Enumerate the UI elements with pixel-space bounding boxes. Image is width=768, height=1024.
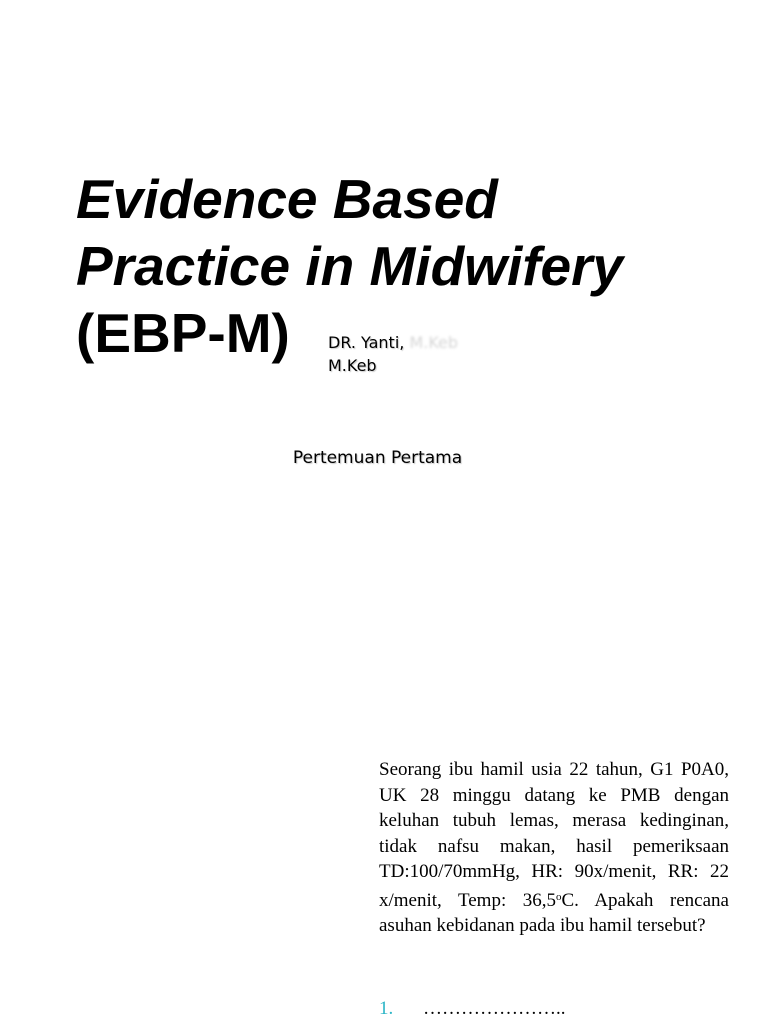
case-text-main: Seorang ibu hamil usia 22 tahun, G1 P0A0, UK 28 minggu datang ke PMB dengan keluhan tubuh lemas, merasa kedinginan, tidak nafsu makan, hasil pemeriksaan TD:100/70mmHg, HR: 90x/menit, RR: 22 x/menit, Temp: 36,5 <box>379 759 729 911</box>
answer-blank: ………………….. <box>423 998 566 1019</box>
slide-subtitle: Pertemuan Pertama <box>292 448 463 468</box>
title-line-1: Evidence Based <box>76 168 498 230</box>
title-line-2: Practice in Midwifery <box>76 235 624 297</box>
author-degree: M.Keb <box>328 356 377 375</box>
case-study-paragraph <box>379 757 729 939</box>
title-line-3: (EBP-M) <box>76 302 290 364</box>
degree-superscript: o <box>555 890 562 903</box>
answer-number: 1. <box>379 998 394 1019</box>
case-study-text <box>379 757 729 939</box>
author-block <box>328 331 458 377</box>
case-text-end: C. Apakah rencana asuhan kebidanan pada ibu hamil tersebut? <box>379 889 729 936</box>
author-degree-ghost: M.Keb <box>409 333 459 352</box>
answer-list-item <box>379 998 566 1020</box>
author-name: DR. Yanti, <box>328 333 405 352</box>
